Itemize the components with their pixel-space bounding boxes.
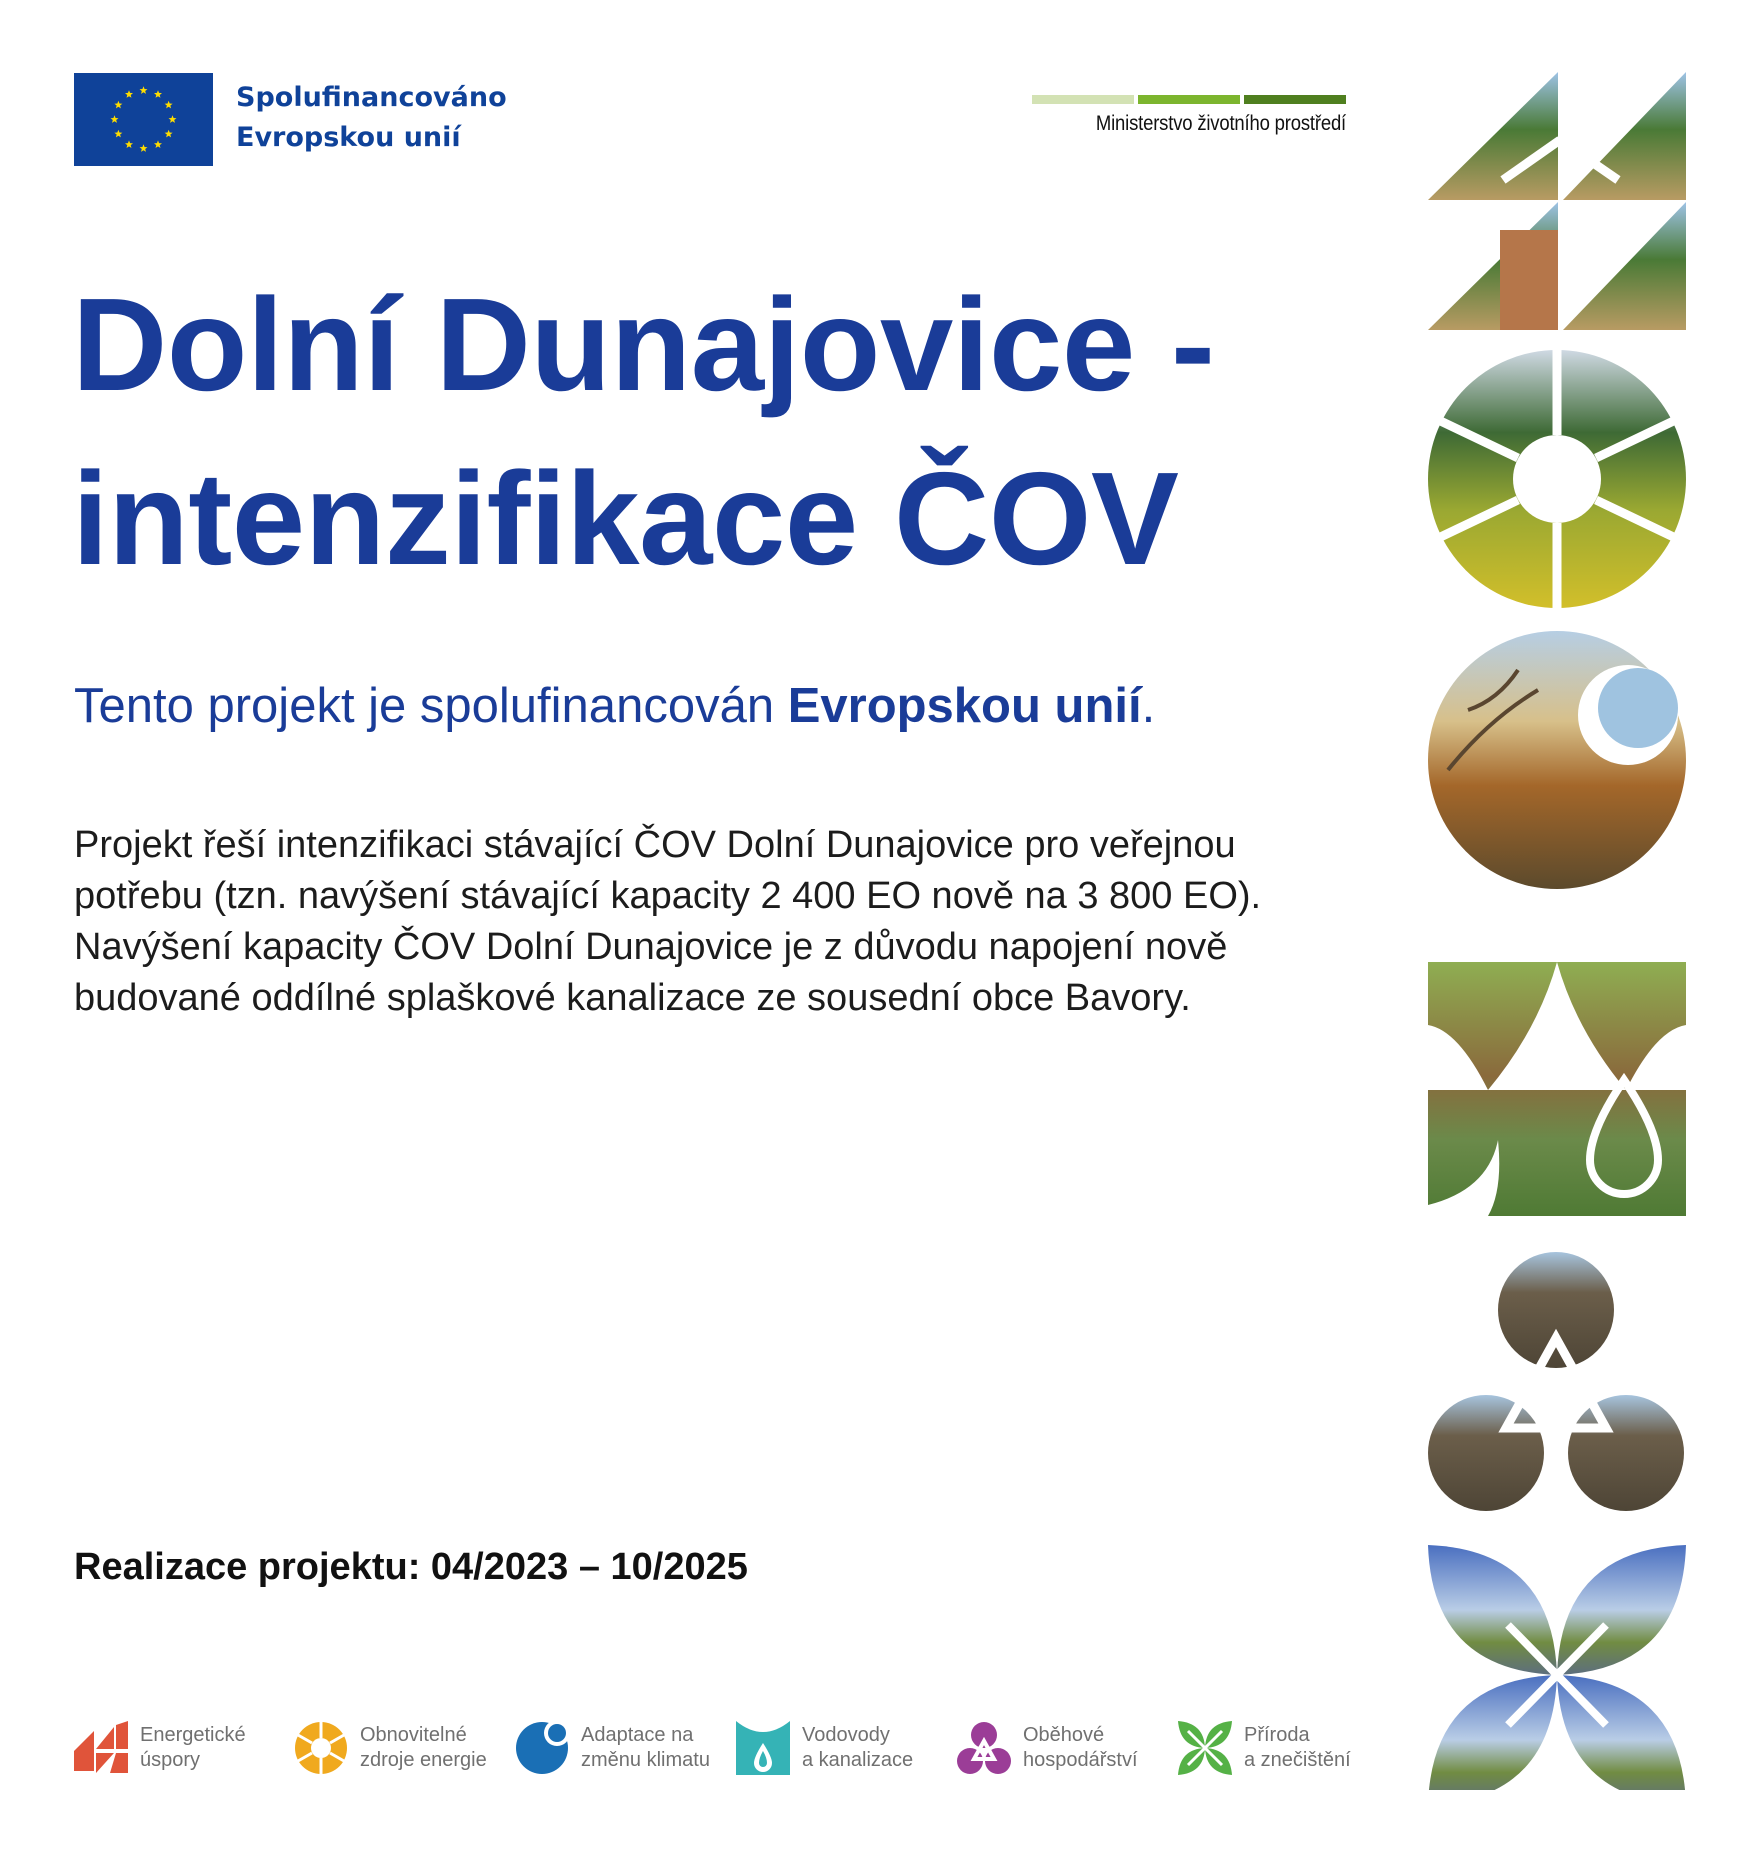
project-description: Projekt řeší intenzifikaci stávající ČOV Dolní Dunajovice pro veřejnou potřebu (tzn. navýšení stávající kapacity 2 400 EO nově na 3 800 EO). Navýšení kapacity ČOV Dolní Dunajovice je z důvodu napojení nově budované oddílné splaškové kanalizace ze sousední obce Bavory.: [74, 824, 1262, 1019]
eu-flag-logo: [74, 73, 213, 166]
sun-meadow-icon: [1428, 340, 1686, 618]
category-renewable-energy: [294, 1720, 487, 1776]
category-label: Oběhové hospodářství: [1023, 1724, 1138, 1771]
moon-tree-icon: [1428, 631, 1686, 889]
energy-savings-icon: [74, 1721, 128, 1775]
decorative-nature-panel: [1428, 70, 1698, 1790]
cofinancing-prefix: Tento projekt je spolufinancován: [74, 679, 788, 733]
eu-star: [140, 144, 148, 152]
eu-star: [125, 90, 133, 98]
circular-economy-icon: [957, 1721, 1011, 1775]
eu-star: [114, 130, 122, 138]
water-sewerage-icon: [736, 1721, 790, 1775]
cofinancing-suffix: .: [1141, 679, 1156, 733]
category-label: Adaptace na změnu klimatu: [581, 1724, 710, 1771]
triangles-forest-icon: [1428, 72, 1686, 330]
nature-pollution-icon: [1178, 1721, 1232, 1775]
category-water-sewerage: [736, 1720, 913, 1776]
category-nature-pollution: [1178, 1720, 1351, 1776]
eu-star: [169, 115, 177, 123]
eu-stars-icon: [74, 73, 213, 166]
category-circular-economy: [957, 1720, 1138, 1776]
category-label: Energetické úspory: [140, 1724, 246, 1771]
eu-star: [125, 140, 133, 148]
drop-water-icon: [1428, 962, 1686, 1216]
climate-adaptation-icon: [515, 1721, 569, 1775]
ministry-logo-bars: [1032, 95, 1346, 104]
eu-cofinanced-label: Spolufinancováno Evropskou unií: [236, 82, 507, 153]
cofinancing-statement: [74, 678, 1155, 734]
eu-star: [140, 86, 148, 94]
category-energy-savings: [74, 1720, 246, 1776]
ministry-logo: [1032, 95, 1346, 136]
eu-star: [114, 101, 122, 109]
triangle-circles-icon: [1428, 1252, 1684, 1511]
eu-star: [154, 90, 162, 98]
eu-star: [154, 140, 162, 148]
page-title: Dolní Dunajovice - intenzifikace ČOV: [72, 271, 1215, 592]
category-label: Příroda a znečištění: [1244, 1724, 1351, 1771]
category-climate-adaptation: [515, 1720, 710, 1776]
realization-period: Realizace projektu: 04/2023 – 10/2025: [74, 1546, 748, 1588]
ministry-name: Ministerstvo životního prostředí: [1095, 112, 1346, 135]
cofinancing-bold: Evropskou unií: [787, 679, 1142, 733]
category-label: Obnovitelné zdroje energie: [360, 1724, 487, 1771]
cross-leaves-icon: [1428, 1545, 1686, 1790]
eu-star: [165, 101, 173, 109]
renewable-energy-icon: [294, 1721, 348, 1775]
category-label: Vodovody a kanalizace: [802, 1724, 914, 1771]
eu-star: [165, 130, 173, 138]
eu-star: [111, 115, 119, 123]
